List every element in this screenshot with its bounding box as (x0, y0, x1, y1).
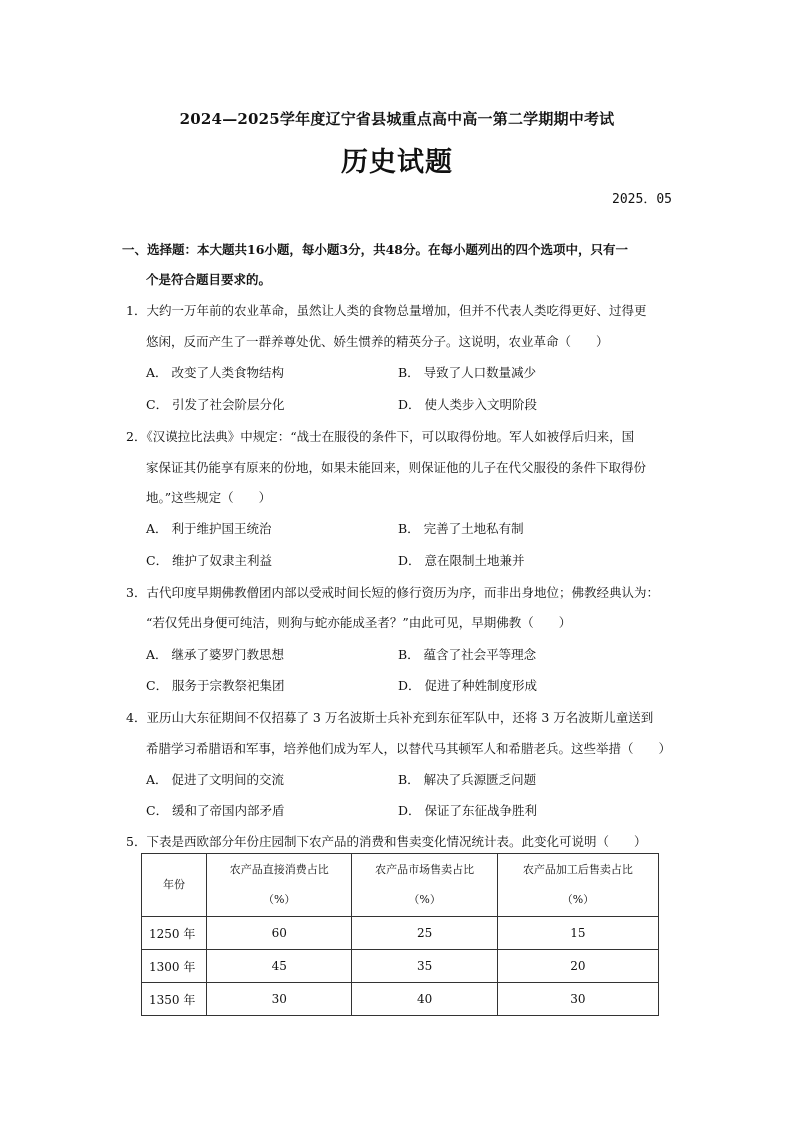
q5-stem: 5．下表是西欧部分年份庄园制下农产品的消费和售卖变化情况统计表。此变化可说明（ ） (126, 834, 647, 849)
table-cell: 60 (207, 917, 352, 950)
header-unit: （%） (561, 893, 595, 906)
q4-stem-line2: 希腊学习希腊语和军事，培养他们成为军人，以替代马其顿军人和希腊老兵。这些举措（ ） (146, 741, 672, 756)
table-cell: 15 (497, 917, 658, 950)
q1-option-c[interactable]: C． 引发了社会阶层分化 (146, 397, 285, 412)
q3-stem-line2: “若仅凭出身便可纯洁，则狗与蛇亦能成圣者？”由此可见，早期佛教（ ） (146, 615, 572, 630)
q2-stem-line1: 2．《汉谟拉比法典》中规定：“战士在服役的条件下，可以取得份地。军人如被俘后归来，国 (126, 429, 635, 444)
table-header-processed-sale (497, 854, 658, 917)
header-label: 农产品直接消费占比 (229, 863, 329, 876)
table-header-year: 年份 (142, 854, 207, 917)
q3-option-a[interactable]: A． 继承了婆罗门教思想 (146, 647, 285, 662)
header-unit: （%） (262, 893, 296, 906)
table-header-direct-consumption (207, 854, 352, 917)
q3-option-b[interactable]: B． 蕴含了社会平等理念 (398, 647, 537, 662)
q1-stem-line1: 1．大约一万年前的农业革命，虽然让人类的食物总量增加，但并不代表人类吃得更好、过得更 (126, 303, 647, 318)
q4-option-d[interactable]: D． 保证了东征战争胜利 (398, 803, 537, 818)
q2-stem-line2: 家保证其仍能享有原来的份地，如果未能回来，则保证他的儿子在代父服役的条件下取得份 (146, 460, 647, 475)
table-row (142, 983, 659, 1016)
subject-title: 历史试题 (341, 147, 453, 178)
table-cell-year: 1350 年 (142, 983, 207, 1016)
table-cell: 30 (207, 983, 352, 1016)
header-label: 农产品加工后售卖占比 (522, 863, 633, 876)
q2-option-a[interactable]: A． 利于维护国王统治 (146, 521, 272, 536)
section-instructions-line1: 一、选择题：本大题共16小题，每小题3分，共48分。在每小题列出的四个选项中，只有一 (122, 242, 628, 257)
table-row (142, 917, 659, 950)
exam-date: 2025．05 (612, 192, 672, 207)
q4-option-b[interactable]: B． 解决了兵源匮乏问题 (398, 772, 537, 787)
q2-option-c[interactable]: C． 维护了奴隶主利益 (146, 553, 273, 568)
q4-stem-line1: 4．亚历山大东征期间不仅招募了 3 万名波斯士兵补充到东征军队中，还将 3 万名波斯儿童送到 (126, 710, 654, 725)
q3-option-d[interactable]: D． 促进了种姓制度形成 (398, 678, 537, 693)
q4-option-a[interactable]: A． 促进了文明间的交流 (146, 772, 285, 787)
exam-title: 2024—2025学年度辽宁省县城重点高中高一第二学期期中考试 (179, 110, 615, 128)
table-cell-year: 1300 年 (142, 950, 207, 983)
table-cell-year: 1250 年 (142, 917, 207, 950)
q2-stem-line3: 地。”这些规定（ ） (146, 490, 272, 505)
table-row (142, 950, 659, 983)
header-unit: （%） (408, 893, 441, 906)
table-cell: 40 (352, 983, 497, 1016)
q1-option-a[interactable]: A． 改变了人类食物结构 (146, 365, 285, 380)
table-cell: 25 (352, 917, 497, 950)
q2-option-b[interactable]: B． 完善了土地私有制 (398, 521, 524, 536)
table-cell: 20 (497, 950, 658, 983)
header-label: 农产品市场售卖占比 (375, 863, 475, 876)
table-cell: 30 (497, 983, 658, 1016)
q1-option-d[interactable]: D． 使人类步入文明阶段 (398, 397, 537, 412)
table-header-row (142, 854, 659, 917)
q2-option-d[interactable]: D． 意在限制土地兼并 (398, 553, 525, 568)
q1-stem-line2: 悠闲，反而产生了一群养尊处优、娇生惯养的精英分子。这说明，农业革命（ ） (146, 334, 609, 349)
q3-stem-line1: 3．古代印度早期佛教僧团内部以受戒时间长短的修行资历为序，而非出身地位；佛教经典认为： (126, 585, 659, 600)
section-instructions-line2: 个是符合题目要求的。 (146, 272, 272, 287)
table-header-market-sale (352, 854, 497, 917)
q3-option-c[interactable]: C． 服务于宗教祭祀集团 (146, 678, 285, 693)
statistics-table (141, 853, 659, 1016)
q1-option-b[interactable]: B． 导致了人口数量减少 (398, 365, 537, 380)
table-cell: 35 (352, 950, 497, 983)
q4-option-c[interactable]: C． 缓和了帝国内部矛盾 (146, 803, 285, 818)
table-cell: 45 (207, 950, 352, 983)
